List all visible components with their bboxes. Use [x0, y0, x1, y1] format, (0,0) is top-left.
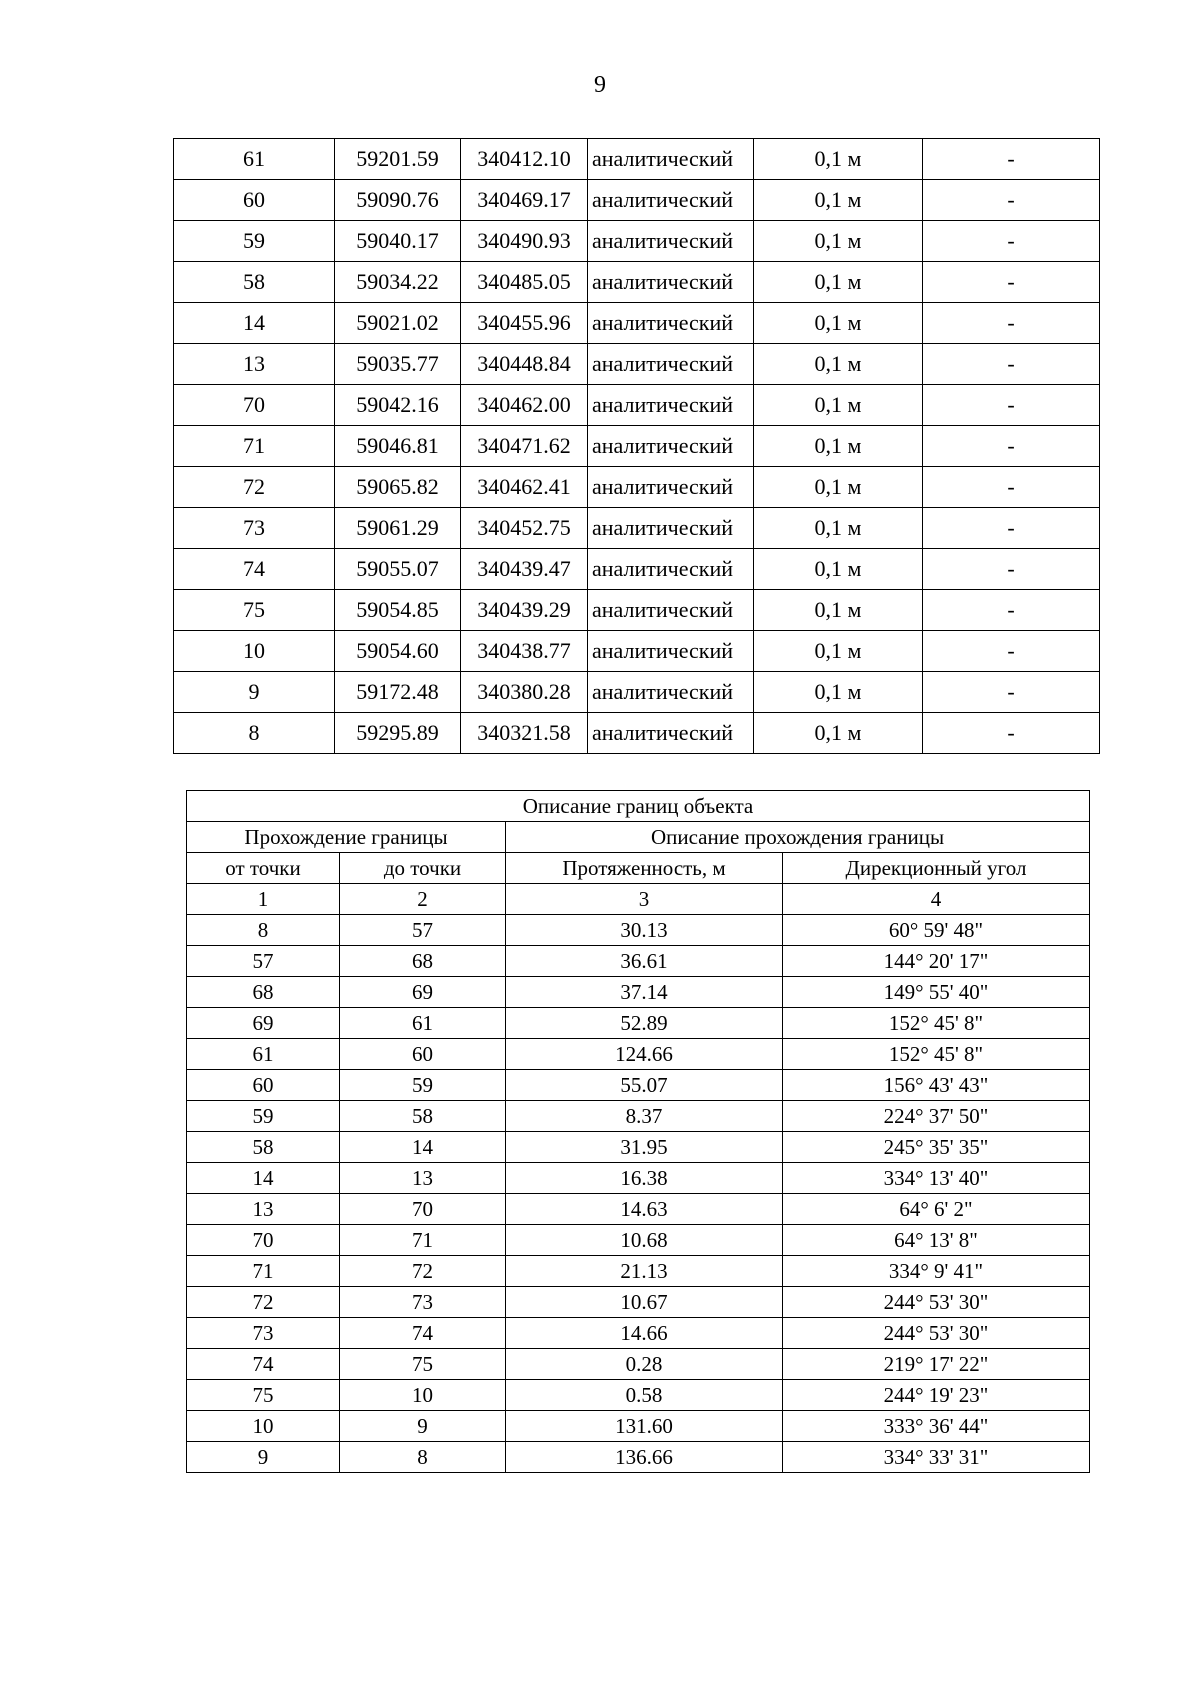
length-cell: 131.60 — [506, 1411, 783, 1442]
x-coordinate-cell: 59065.82 — [335, 467, 461, 508]
table-row — [174, 426, 1100, 467]
table-title: Описание границ объекта — [187, 791, 1090, 822]
column-number: 2 — [340, 884, 506, 915]
accuracy-cell: 0,1 м — [754, 385, 923, 426]
from-point-cell: 8 — [187, 915, 340, 946]
from-point-cell: 60 — [187, 1070, 340, 1101]
description-cell: - — [923, 631, 1100, 672]
direction-angle-cell: 244° 19' 23" — [783, 1380, 1090, 1411]
point-number-cell: 8 — [174, 713, 335, 754]
length-cell: 21.13 — [506, 1256, 783, 1287]
table-row — [187, 1101, 1090, 1132]
y-coordinate-cell: 340469.17 — [461, 180, 588, 221]
length-cell: 37.14 — [506, 977, 783, 1008]
column-number: 1 — [187, 884, 340, 915]
y-coordinate-cell: 340485.05 — [461, 262, 588, 303]
y-coordinate-cell: 340439.47 — [461, 549, 588, 590]
method-cell: аналитический — [588, 590, 754, 631]
point-number-cell: 10 — [174, 631, 335, 672]
direction-angle-cell: 219° 17' 22" — [783, 1349, 1090, 1380]
table-row — [174, 508, 1100, 549]
length-cell: 14.66 — [506, 1318, 783, 1349]
accuracy-cell: 0,1 м — [754, 508, 923, 549]
point-number-cell: 14 — [174, 303, 335, 344]
length-cell: 55.07 — [506, 1070, 783, 1101]
direction-angle-cell: 333° 36' 44" — [783, 1411, 1090, 1442]
direction-angle-cell: 149° 55' 40" — [783, 977, 1090, 1008]
method-cell: аналитический — [588, 180, 754, 221]
table-row — [187, 1194, 1090, 1225]
x-coordinate-cell: 59061.29 — [335, 508, 461, 549]
method-cell: аналитический — [588, 221, 754, 262]
from-point-cell: 73 — [187, 1318, 340, 1349]
table-row — [187, 1380, 1090, 1411]
point-number-cell: 13 — [174, 344, 335, 385]
to-point-cell: 13 — [340, 1163, 506, 1194]
point-number-cell: 61 — [174, 139, 335, 180]
point-number-cell: 60 — [174, 180, 335, 221]
point-number-cell: 72 — [174, 467, 335, 508]
method-cell: аналитический — [588, 303, 754, 344]
y-coordinate-cell: 340448.84 — [461, 344, 588, 385]
x-coordinate-cell: 59054.85 — [335, 590, 461, 631]
y-coordinate-cell: 340412.10 — [461, 139, 588, 180]
table-row — [187, 1070, 1090, 1101]
from-point-cell: 58 — [187, 1132, 340, 1163]
table-row — [174, 549, 1100, 590]
from-point-cell: 75 — [187, 1380, 340, 1411]
length-cell: 52.89 — [506, 1008, 783, 1039]
table-row — [174, 590, 1100, 631]
from-point-cell: 57 — [187, 946, 340, 977]
method-cell: аналитический — [588, 385, 754, 426]
table-row — [174, 221, 1100, 262]
to-point-cell: 69 — [340, 977, 506, 1008]
from-point-cell: 14 — [187, 1163, 340, 1194]
table-row — [187, 915, 1090, 946]
y-coordinate-cell: 340455.96 — [461, 303, 588, 344]
table-row — [187, 1287, 1090, 1318]
length-cell: 0.28 — [506, 1349, 783, 1380]
table-row — [187, 1163, 1090, 1194]
length-cell: 0.58 — [506, 1380, 783, 1411]
from-point-cell: 69 — [187, 1008, 340, 1039]
page-number: 9 — [594, 72, 606, 98]
table-row — [187, 1132, 1090, 1163]
length-cell: 31.95 — [506, 1132, 783, 1163]
method-cell: аналитический — [588, 508, 754, 549]
method-cell: аналитический — [588, 549, 754, 590]
to-point-cell: 8 — [340, 1442, 506, 1473]
length-cell: 136.66 — [506, 1442, 783, 1473]
from-point-cell: 10 — [187, 1411, 340, 1442]
x-coordinate-cell: 59021.02 — [335, 303, 461, 344]
table-row — [174, 344, 1100, 385]
direction-angle-cell: 334° 33' 31" — [783, 1442, 1090, 1473]
direction-angle-cell: 152° 45' 8" — [783, 1008, 1090, 1039]
length-cell: 124.66 — [506, 1039, 783, 1070]
to-point-cell: 72 — [340, 1256, 506, 1287]
column-number: 3 — [506, 884, 783, 915]
table-row — [174, 467, 1100, 508]
description-cell: - — [923, 467, 1100, 508]
method-cell: аналитический — [588, 672, 754, 713]
description-cell: - — [923, 180, 1100, 221]
to-point-cell: 61 — [340, 1008, 506, 1039]
direction-angle-cell: 244° 53' 30" — [783, 1318, 1090, 1349]
y-coordinate-cell: 340462.41 — [461, 467, 588, 508]
direction-angle-cell: 224° 37' 50" — [783, 1101, 1090, 1132]
table-title-row — [187, 791, 1090, 822]
table-row — [174, 385, 1100, 426]
to-point-cell: 14 — [340, 1132, 506, 1163]
to-point-cell: 71 — [340, 1225, 506, 1256]
group-header-description: Описание прохождения границы — [506, 822, 1090, 853]
column-header-from: от точки — [187, 853, 340, 884]
coordinates-table — [173, 138, 1100, 754]
y-coordinate-cell: 340471.62 — [461, 426, 588, 467]
y-coordinate-cell: 340490.93 — [461, 221, 588, 262]
description-cell: - — [923, 713, 1100, 754]
description-cell: - — [923, 344, 1100, 385]
from-point-cell: 59 — [187, 1101, 340, 1132]
accuracy-cell: 0,1 м — [754, 631, 923, 672]
column-header-row — [187, 853, 1090, 884]
x-coordinate-cell: 59054.60 — [335, 631, 461, 672]
method-cell: аналитический — [588, 631, 754, 672]
method-cell: аналитический — [588, 713, 754, 754]
column-header-angle: Дирекционный угол — [783, 853, 1090, 884]
direction-angle-cell: 244° 53' 30" — [783, 1287, 1090, 1318]
column-number-row — [187, 884, 1090, 915]
description-cell: - — [923, 262, 1100, 303]
group-header-passage: Прохождение границы — [187, 822, 506, 853]
to-point-cell: 59 — [340, 1070, 506, 1101]
table-row — [174, 631, 1100, 672]
point-number-cell: 73 — [174, 508, 335, 549]
table-row — [174, 713, 1100, 754]
method-cell: аналитический — [588, 426, 754, 467]
to-point-cell: 10 — [340, 1380, 506, 1411]
y-coordinate-cell: 340439.29 — [461, 590, 588, 631]
description-cell: - — [923, 221, 1100, 262]
table-row — [187, 1039, 1090, 1070]
table-row — [187, 1442, 1090, 1473]
direction-angle-cell: 60° 59' 48" — [783, 915, 1090, 946]
accuracy-cell: 0,1 м — [754, 221, 923, 262]
column-header-length: Протяженность, м — [506, 853, 783, 884]
point-number-cell: 70 — [174, 385, 335, 426]
from-point-cell: 71 — [187, 1256, 340, 1287]
x-coordinate-cell: 59042.16 — [335, 385, 461, 426]
point-number-cell: 9 — [174, 672, 335, 713]
boundary-description-table — [186, 790, 1090, 1473]
length-cell: 10.67 — [506, 1287, 783, 1318]
length-cell: 36.61 — [506, 946, 783, 977]
x-coordinate-cell: 59055.07 — [335, 549, 461, 590]
length-cell: 30.13 — [506, 915, 783, 946]
direction-angle-cell: 152° 45' 8" — [783, 1039, 1090, 1070]
accuracy-cell: 0,1 м — [754, 139, 923, 180]
point-number-cell: 58 — [174, 262, 335, 303]
method-cell: аналитический — [588, 139, 754, 180]
description-cell: - — [923, 139, 1100, 180]
description-cell: - — [923, 508, 1100, 549]
to-point-cell: 73 — [340, 1287, 506, 1318]
table-row — [187, 1225, 1090, 1256]
x-coordinate-cell: 59040.17 — [335, 221, 461, 262]
length-cell: 14.63 — [506, 1194, 783, 1225]
accuracy-cell: 0,1 м — [754, 180, 923, 221]
direction-angle-cell: 64° 13' 8" — [783, 1225, 1090, 1256]
from-point-cell: 9 — [187, 1442, 340, 1473]
x-coordinate-cell: 59034.22 — [335, 262, 461, 303]
x-coordinate-cell: 59046.81 — [335, 426, 461, 467]
description-cell: - — [923, 385, 1100, 426]
to-point-cell: 57 — [340, 915, 506, 946]
table-row — [174, 262, 1100, 303]
group-header-row — [187, 822, 1090, 853]
to-point-cell: 75 — [340, 1349, 506, 1380]
method-cell: аналитический — [588, 467, 754, 508]
table-row — [174, 672, 1100, 713]
x-coordinate-cell: 59201.59 — [335, 139, 461, 180]
length-cell: 16.38 — [506, 1163, 783, 1194]
description-cell: - — [923, 672, 1100, 713]
table-row — [187, 977, 1090, 1008]
direction-angle-cell: 334° 13' 40" — [783, 1163, 1090, 1194]
direction-angle-cell: 245° 35' 35" — [783, 1132, 1090, 1163]
accuracy-cell: 0,1 м — [754, 467, 923, 508]
from-point-cell: 61 — [187, 1039, 340, 1070]
accuracy-cell: 0,1 м — [754, 549, 923, 590]
from-point-cell: 72 — [187, 1287, 340, 1318]
description-cell: - — [923, 549, 1100, 590]
method-cell: аналитический — [588, 262, 754, 303]
method-cell: аналитический — [588, 344, 754, 385]
column-number: 4 — [783, 884, 1090, 915]
description-cell: - — [923, 426, 1100, 467]
table-row — [187, 1008, 1090, 1039]
table-row — [174, 303, 1100, 344]
point-number-cell: 59 — [174, 221, 335, 262]
from-point-cell: 74 — [187, 1349, 340, 1380]
y-coordinate-cell: 340462.00 — [461, 385, 588, 426]
description-cell: - — [923, 303, 1100, 344]
accuracy-cell: 0,1 м — [754, 590, 923, 631]
to-point-cell: 74 — [340, 1318, 506, 1349]
accuracy-cell: 0,1 м — [754, 344, 923, 385]
table-row — [174, 139, 1100, 180]
direction-angle-cell: 156° 43' 43" — [783, 1070, 1090, 1101]
y-coordinate-cell: 340321.58 — [461, 713, 588, 754]
accuracy-cell: 0,1 м — [754, 303, 923, 344]
accuracy-cell: 0,1 м — [754, 672, 923, 713]
length-cell: 8.37 — [506, 1101, 783, 1132]
to-point-cell: 60 — [340, 1039, 506, 1070]
point-number-cell: 71 — [174, 426, 335, 467]
column-header-to: до точки — [340, 853, 506, 884]
accuracy-cell: 0,1 м — [754, 426, 923, 467]
y-coordinate-cell: 340438.77 — [461, 631, 588, 672]
to-point-cell: 70 — [340, 1194, 506, 1225]
x-coordinate-cell: 59090.76 — [335, 180, 461, 221]
y-coordinate-cell: 340380.28 — [461, 672, 588, 713]
to-point-cell: 58 — [340, 1101, 506, 1132]
to-point-cell: 68 — [340, 946, 506, 977]
from-point-cell: 13 — [187, 1194, 340, 1225]
description-cell: - — [923, 590, 1100, 631]
table-row — [187, 1411, 1090, 1442]
accuracy-cell: 0,1 м — [754, 713, 923, 754]
table-row — [174, 180, 1100, 221]
point-number-cell: 74 — [174, 549, 335, 590]
direction-angle-cell: 144° 20' 17" — [783, 946, 1090, 977]
x-coordinate-cell: 59172.48 — [335, 672, 461, 713]
to-point-cell: 9 — [340, 1411, 506, 1442]
x-coordinate-cell: 59035.77 — [335, 344, 461, 385]
table-row — [187, 1256, 1090, 1287]
table-row — [187, 946, 1090, 977]
accuracy-cell: 0,1 м — [754, 262, 923, 303]
direction-angle-cell: 64° 6' 2" — [783, 1194, 1090, 1225]
y-coordinate-cell: 340452.75 — [461, 508, 588, 549]
point-number-cell: 75 — [174, 590, 335, 631]
from-point-cell: 68 — [187, 977, 340, 1008]
table-row — [187, 1349, 1090, 1380]
direction-angle-cell: 334° 9' 41" — [783, 1256, 1090, 1287]
table-row — [187, 1318, 1090, 1349]
x-coordinate-cell: 59295.89 — [335, 713, 461, 754]
from-point-cell: 70 — [187, 1225, 340, 1256]
length-cell: 10.68 — [506, 1225, 783, 1256]
